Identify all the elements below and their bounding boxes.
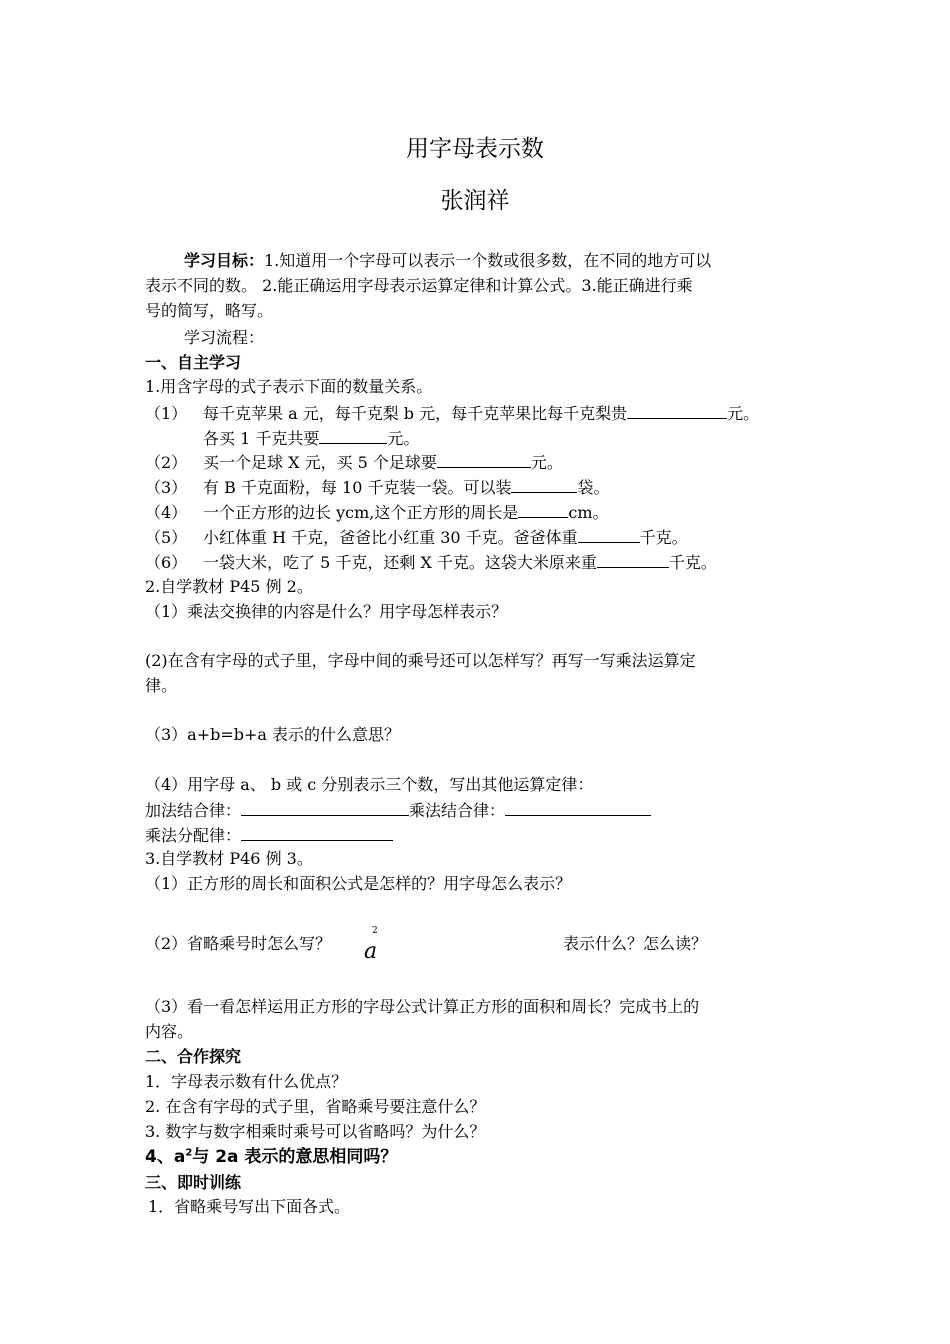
answer-blank[interactable] xyxy=(578,526,640,543)
section-2-heading: 二、合作探究 xyxy=(145,1047,242,1066)
distrib-label: 乘法分配律： xyxy=(145,826,242,845)
item-unit: 元。 xyxy=(727,404,760,423)
question-1-3 xyxy=(145,476,609,499)
distrib-blank[interactable] xyxy=(241,824,393,841)
question-3-2-end: 表示什么？怎么读？ xyxy=(563,934,708,953)
answer-blank[interactable] xyxy=(627,402,727,419)
item-number: （5） xyxy=(145,528,188,547)
answer-blank[interactable] xyxy=(437,451,531,468)
item-unit: cm。 xyxy=(568,503,609,522)
item-unit: 千克。 xyxy=(639,528,688,547)
section-1-heading: 一、自主学习 xyxy=(145,353,242,372)
question-1-4 xyxy=(145,501,609,524)
question-1-5 xyxy=(145,526,688,549)
a-squared-exponent: 2 xyxy=(372,926,378,936)
question-2-3: （3）a+b=b+a 表示的什么意思？ xyxy=(145,725,401,744)
add-assoc-blank[interactable] xyxy=(241,799,409,816)
question-3-3-line1: （3）看一看怎样运用正方形的字母公式计算正方形的面积和周长？完成书上的 xyxy=(145,997,700,1016)
item-4-prefix: 4、a xyxy=(145,1147,186,1167)
question-2-2-line2: 律。 xyxy=(145,676,178,695)
question-3-2: （2）省略乘号时怎么写？ xyxy=(145,934,332,953)
item-text: 小红体重 H 千克，爸爸比小红重 30 千克。爸爸体重 xyxy=(203,528,578,547)
add-assoc-label: 加法结合律： xyxy=(145,801,242,820)
document-title: 用字母表示数 xyxy=(406,136,544,162)
section-3-heading: 三、即时训练 xyxy=(145,1173,242,1192)
question-2-4: （4）用字母 a、 b 或 c 分别表示三个数，写出其他运算定律： xyxy=(145,775,594,794)
item-number: （1） xyxy=(145,404,188,423)
cooperate-item-3: 3. 数字与数字相乘时乘号可以省略吗？为什么？ xyxy=(145,1122,486,1141)
item-unit: 元。 xyxy=(387,429,420,448)
question-2-1: （1）乘法交换律的内容是什么？用字母怎样表示？ xyxy=(145,602,508,621)
item-text: 有 B 千克面粉，每 10 千克装一袋。可以装 xyxy=(203,478,512,497)
mul-assoc-label: 乘法结合律： xyxy=(409,801,506,820)
cooperate-item-1: 1．字母表示数有什么优点？ xyxy=(145,1072,348,1091)
item-unit: 元。 xyxy=(530,453,563,472)
mul-assoc-blank[interactable] xyxy=(505,799,651,816)
answer-blank[interactable] xyxy=(511,476,577,493)
question-1-6 xyxy=(145,551,717,574)
law-line-1 xyxy=(145,799,651,822)
question-1-1 xyxy=(145,402,759,425)
learning-goal-label: 学习目标： xyxy=(184,251,265,270)
item-text: 一袋大米，吃了 5 千克，还剩 X 千克。这袋大米原来重 xyxy=(203,553,597,572)
item-unit: 袋。 xyxy=(577,478,610,497)
learning-goal-text: 1.知道用一个字母可以表示一个数或很多数，在不同的地方可以 xyxy=(264,251,712,270)
item-4-text: 与 2a 表示的意思相同吗？ xyxy=(192,1147,398,1167)
author-name: 张润祥 xyxy=(440,188,510,214)
answer-blank[interactable] xyxy=(518,501,568,518)
question-3: 3.自学教材 P46 例 3。 xyxy=(145,849,313,868)
learning-goal-line1 xyxy=(184,250,711,272)
item-number: （2） xyxy=(145,453,188,472)
question-2: 2.自学教材 P45 例 2。 xyxy=(145,577,313,596)
learning-flow-label: 学习流程： xyxy=(184,328,265,347)
item-number: （4） xyxy=(145,503,188,522)
item-text: 买一个足球 X 元，买 5 个足球要 xyxy=(203,453,437,472)
training-item-1: 1．省略乘号写出下面各式。 xyxy=(148,1197,351,1216)
question-3-1: （1）正方形的周长和面积公式是怎样的？用字母怎么表示？ xyxy=(145,874,572,893)
a-squared-base: a xyxy=(364,939,378,964)
item-text: 各买 1 千克共要 xyxy=(203,429,320,448)
item-number: （6） xyxy=(145,553,188,572)
answer-blank[interactable] xyxy=(597,551,669,568)
item-unit: 千克。 xyxy=(668,553,717,572)
question-1-2 xyxy=(145,451,563,474)
question-1-1b xyxy=(203,427,419,450)
question-2-2-line1: (2)在含有字母的式子里，字母中间的乘号还可以怎样写？再写一写乘法运算定 xyxy=(145,651,696,670)
learning-goal-line3: 号的简写，略写。 xyxy=(145,301,274,320)
law-line-2 xyxy=(145,824,393,847)
question-1: 1.用含字母的式子表示下面的数量关系。 xyxy=(145,377,433,396)
question-3-3-line2: 内容。 xyxy=(145,1022,194,1041)
item-text: 一个正方形的边长 ycm,这个正方形的周长是 xyxy=(203,503,519,522)
cooperate-item-4 xyxy=(145,1146,397,1168)
item-number: （3） xyxy=(145,478,188,497)
cooperate-item-2: 2. 在含有字母的式子里，省略乘号要注意什么？ xyxy=(145,1097,486,1116)
learning-goal-line2: 表示不同的数。 2.能正确运用字母表示运算定律和计算公式。3.能正确进行乘 xyxy=(145,276,693,295)
item-text: 每千克苹果 a 元，每千克梨 b 元，每千克苹果比每千克梨贵 xyxy=(203,404,628,423)
answer-blank[interactable] xyxy=(319,427,387,444)
item-4-exponent: 2 xyxy=(185,1147,193,1159)
